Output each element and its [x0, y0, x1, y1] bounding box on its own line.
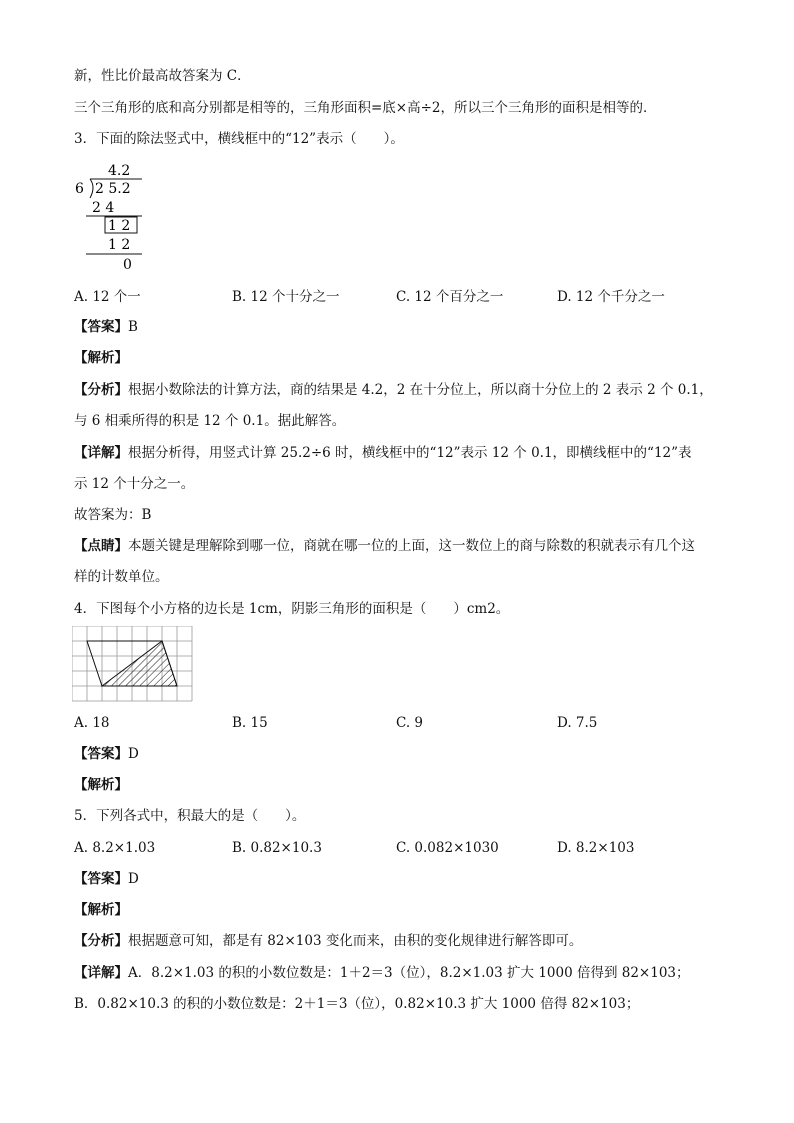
xiangjie-text: A．8.2×1.03 的积的小数位数是：1＋2＝3（位），8.2×1.03 扩大 1000 倍得到 82×103； [128, 965, 690, 981]
analysis-line [74, 932, 582, 950]
option-c: C. 0.082×1030 [396, 840, 499, 856]
fenxi-text: 根据题意可知，都是有 82×103 变化而来，由积的变化规律进行解答即可。 [128, 933, 583, 949]
text-line: 三个三角形的底和高分别都是相等的，三角形面积=底×高÷2，所以三个三角形的面积是相等的． [74, 100, 657, 116]
option-c: C. 12 个百分之一 [396, 289, 504, 305]
answer-line [74, 318, 138, 336]
text-line: 新，性比价最高故答案为 C． [74, 68, 251, 84]
option-b: B. 12 个十分之一 [232, 289, 340, 305]
option-b: B. 15 [232, 715, 268, 731]
question-4-stem: 4．下图每个小方格的边长是 1cm，阴影三角形的面积是（ ）cm2。 [74, 601, 510, 617]
option-d: D. 12 个千分之一 [557, 289, 665, 305]
text-line: B．0.82×10.3 的积的小数位数是：2＋1＝3（位），0.82×10.3 扩大 1000 倍得 82×103； [74, 996, 640, 1012]
division-quotient: 4.2 [108, 163, 131, 179]
text-line: 与 6 相乘所得的积是 12 个 0.1。据此解答。 [74, 413, 346, 429]
answer-label: 【答案】 [74, 746, 128, 762]
final-answer: 故答案为：B [74, 507, 152, 523]
question-3-stem: 3．下面的除法竖式中，横线框中的“12”表示（ ）。 [74, 131, 404, 147]
division-boxed-value: 1 2 [108, 218, 131, 234]
division-step-1: 2 4 [92, 200, 115, 216]
division-divisor: 6 [75, 181, 84, 197]
analysis-label: 【解析】 [74, 777, 128, 793]
xiangjie-label: 【详解】 [74, 445, 128, 461]
answer-value: D [128, 746, 139, 762]
division-bracket [90, 179, 93, 198]
analysis-label: 【解析】 [74, 902, 128, 918]
xiangjie-label: 【详解】 [74, 965, 128, 981]
grid-figure [72, 626, 194, 702]
remark-line [74, 537, 695, 555]
option-a: A. 18 [74, 715, 110, 731]
fenxi-text: 根据小数除法的计算方法，商的结果是 4.2，2 在十分位上，所以商十分位上的 2 表示 2 个 0.1， [128, 382, 713, 398]
option-a: A. 8.2×1.03 [74, 840, 156, 856]
long-division-figure [70, 160, 150, 275]
option-d: D. 7.5 [557, 715, 598, 731]
answer-line [74, 745, 139, 763]
division-step-2: 1 2 [108, 237, 131, 253]
division-dividend: 2 5.2 [95, 181, 131, 197]
fenxi-label: 【分析】 [74, 933, 128, 949]
shaded-triangle [102, 641, 177, 686]
fenxi-label: 【分析】 [74, 382, 128, 398]
text-line: 示 12 个十分之一。 [74, 476, 195, 492]
answer-label: 【答案】 [74, 871, 128, 887]
analysis-line [74, 381, 713, 399]
question-5-stem: 5．下列各式中，积最大的是（ ）。 [74, 808, 306, 824]
option-a: A. 12 个一 [74, 289, 141, 305]
answer-value: B [128, 319, 138, 335]
analysis-label: 【解析】 [74, 350, 128, 366]
division-remainder: 0 [123, 257, 132, 273]
text-line: 样的计数单位。 [74, 569, 169, 585]
xiangjie-text: 根据分析得，用竖式计算 25.2÷6 时，横线框中的“12”表示 12 个 0.1，即横线框中的“12”表 [128, 445, 692, 461]
dianjing-label: 【点睛】 [74, 538, 128, 554]
detail-line [74, 444, 692, 462]
option-d: D. 8.2×103 [557, 840, 635, 856]
answer-value: D [128, 871, 139, 887]
option-c: C. 9 [396, 715, 424, 731]
answer-line [74, 870, 139, 888]
answer-label: 【答案】 [74, 319, 128, 335]
detail-line [74, 964, 690, 982]
dianjing-text: 本题关键是理解除到哪一位，商就在哪一位的上面，这一数位上的商与除数的积就表示有几个这 [128, 538, 695, 554]
option-b: B. 0.82×10.3 [232, 840, 322, 856]
